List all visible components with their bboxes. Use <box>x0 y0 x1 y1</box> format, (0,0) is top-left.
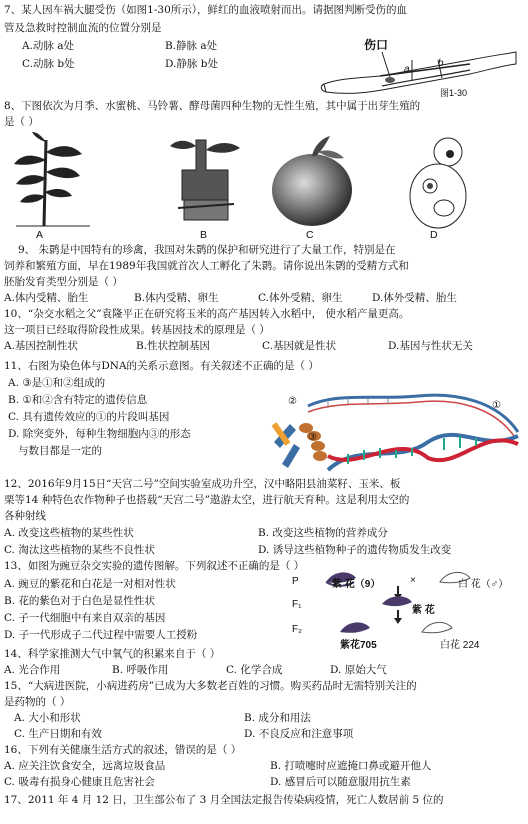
q11-dna-chromosome-figure <box>268 372 524 472</box>
q11-option-d-line1: D. 除突变外，每种生物细胞内③的形态 <box>8 428 191 440</box>
q8-label-d: D <box>430 229 438 241</box>
q11-figure-label-2: ② <box>288 396 297 407</box>
q7-stem-line1: 7、某人因车祸大腿受伤（如图1-30所示），鲜红的血液喷射而出。请据图判断受伤的血 <box>4 4 408 16</box>
q8-rose-cutting-figure <box>10 130 96 230</box>
q13-stem: 13、如图为豌豆杂交实验的遗传图解。下列叙述不正确的是（ ） <box>4 560 305 572</box>
q16-option-c: C. 吸毒有损身心健康且危害社会 <box>4 776 155 788</box>
q15-option-b: B. 成分和用法 <box>244 712 311 724</box>
q12-option-b: B. 改变这些植物的营养成分 <box>258 527 388 539</box>
q11-option-c: C. 具有遗传效应的①的片段叫基因 <box>8 411 170 423</box>
q7-figure-wound-label: 伤口 <box>364 38 389 52</box>
q12-stem-line2: 栗等14 种特色农作物种子也搭载“天宫二号”遨游太空，进行航天育种。这是利用太空的 <box>4 494 410 506</box>
q13-option-a: A. 豌豆的紫花和白花是一对相对性状 <box>4 578 176 590</box>
q12-option-a: A. 改变这些植物的某些性状 <box>4 527 134 539</box>
q11-option-b: B. ①和②含有特定的遗传信息 <box>8 394 148 406</box>
q16-option-b: B. 打喷嚏时应遮掩口鼻或避开他人 <box>270 760 432 772</box>
q14-option-d: D. 原始大气 <box>330 664 387 676</box>
q7-leg-figure <box>320 34 520 100</box>
q8-label-a: A <box>36 229 44 241</box>
q7-option-a: A.动脉 a处 <box>22 40 75 52</box>
q9-option-a: A.体内受精、胎生 <box>4 292 89 304</box>
q10-option-a: A.基因控制性状 <box>4 340 78 352</box>
q13-option-b: B. 花的紫色对于白色是显性性状 <box>4 595 155 607</box>
q14-option-c: C. 化学合成 <box>226 664 283 676</box>
q12-stem-line1: 12、2016年9月15日“天宫二号”空间实验室成功升空，汉中略阳县油菜籽、玉米、板 <box>4 478 401 490</box>
q9-stem-line1: 9、 朱鹮是中国特有的珍禽，我国对朱鹮的保护和研究进行了大量工作，特别是在 <box>18 244 396 256</box>
q7-option-d: D.静脉 b处 <box>165 58 218 70</box>
q13-option-d: D. 子一代形成子二代过程中需要人工授粉 <box>4 629 198 641</box>
q13-figure-cross-sign: × <box>410 575 416 586</box>
q13-figure-purple-parent: 紫 花（9） <box>332 579 381 590</box>
q13-figure-f2-white: 白花 224 <box>440 640 480 651</box>
q13-figure-p-label: P <box>292 576 299 587</box>
q13-option-c: C. 子一代细胞中有来自双亲的基因 <box>4 612 166 624</box>
q9-option-b: B.体内受精、卵生 <box>134 292 219 304</box>
q8-peach-graft-figure <box>162 130 248 230</box>
q7-figure-caption: 图1-30 <box>440 88 468 98</box>
q13-figure-f1-label: F₁ <box>292 599 302 610</box>
q9-stem-line3: 胚胎发育类型分别是（ ） <box>4 276 123 288</box>
q9-option-d: D.体外受精、胎生 <box>372 292 457 304</box>
q11-stem: 11、右图为染色体与DNA的关系示意图。有关叙述不正确的是（ ） <box>4 360 319 372</box>
q8-stem-line2: 是（ ） <box>4 116 39 128</box>
q10-stem-line2: 这一项目已经取得阶段性成果。转基因技术的原理是（ ） <box>4 324 270 336</box>
q9-stem-line2: 饲养和繁殖方面，早在1989年我国就首次人工孵化了朱鹮。请你说出朱鹮的受精方式和 <box>4 260 409 272</box>
q14-stem: 14、科学家推测大气中氧气的积累来自于（ ） <box>4 648 221 660</box>
q14-option-a: A. 光合作用 <box>4 664 61 676</box>
q15-option-d: D. 不良反应和注意事项 <box>244 728 354 740</box>
q10-option-d: D.基因与性状无关 <box>388 340 473 352</box>
q8-stem-line1: 8、下图依次为月季、水蜜桃、马铃薯、酵母菌四种生物的无性生殖，其中属于出芽生殖的 <box>4 100 421 112</box>
q10-option-c: C.基因就是性状 <box>262 340 336 352</box>
q12-stem-line3: 各种射线 <box>4 510 46 522</box>
q15-stem-line1: 15、“大病进医院，小病进药房”已成为大多数老百姓的习惯。购买药品时无需特别关注的 <box>4 680 417 692</box>
q10-stem-line1: 10、“杂交水稻之父”袁隆平正在研究将玉米的高产基因转入水稻中， 使水稻产量更高。 <box>4 308 410 320</box>
q10-option-b: B.性状控制基因 <box>136 340 211 352</box>
q11-figure-label-1: ① <box>492 400 501 411</box>
q14-option-b: B. 呼吸作用 <box>112 664 169 676</box>
q16-option-a: A. 应关注饮食安全，远离垃圾食品 <box>4 760 166 772</box>
q9-option-c: C.体外受精、卵生 <box>258 292 343 304</box>
q7-figure-b-label: b <box>438 58 444 69</box>
q8-label-c: C <box>306 229 314 241</box>
q7-option-c: C.动脉 b处 <box>22 58 75 70</box>
q7-stem-line2: 管及急救时控制血流的位置分别是 <box>4 22 162 34</box>
q15-option-c: C. 生产日期和有效 <box>14 728 102 740</box>
q16-option-d: D. 感冒后可以随意服用抗生素 <box>270 776 411 788</box>
q16-stem: 16、下列有关健康生活方式的叙述，错误的是（ ） <box>4 744 242 756</box>
q8-yeast-figure <box>400 134 480 232</box>
q7-option-b: B.静脉 a处 <box>165 40 218 52</box>
q13-figure-f2-purple: 紫花705 <box>340 640 377 651</box>
q17-stem: 17、2011 年 4 月 12 日，卫生部公布了 3 月全国法定报告传染病疫情，死亡人数居前 5 位的 <box>4 794 444 806</box>
q8-potato-figure <box>266 134 362 230</box>
q15-option-a: A. 大小和形状 <box>14 712 81 724</box>
q15-stem-line2: 是药物的（ ） <box>4 696 71 708</box>
q13-figure-white-parent: 白 花（♂） <box>458 579 509 590</box>
q12-option-c: C. 淘汰这些植物的某些不良性状 <box>4 544 155 556</box>
q11-option-d-line2: 与数目都是一定的 <box>18 445 102 457</box>
q13-figure-f1-purple: 紫 花 <box>412 605 435 616</box>
q12-option-d: D. 诱导这些植物种子的遗传物质发生改变 <box>258 544 452 556</box>
q11-figure-label-3: ③ <box>308 432 317 443</box>
q11-option-a: A. ③是①和②组成的 <box>8 377 106 389</box>
q13-figure-f2-label: F₂ <box>292 624 302 635</box>
q7-figure-a-label: a <box>404 64 410 75</box>
q8-label-b: B <box>200 229 208 241</box>
